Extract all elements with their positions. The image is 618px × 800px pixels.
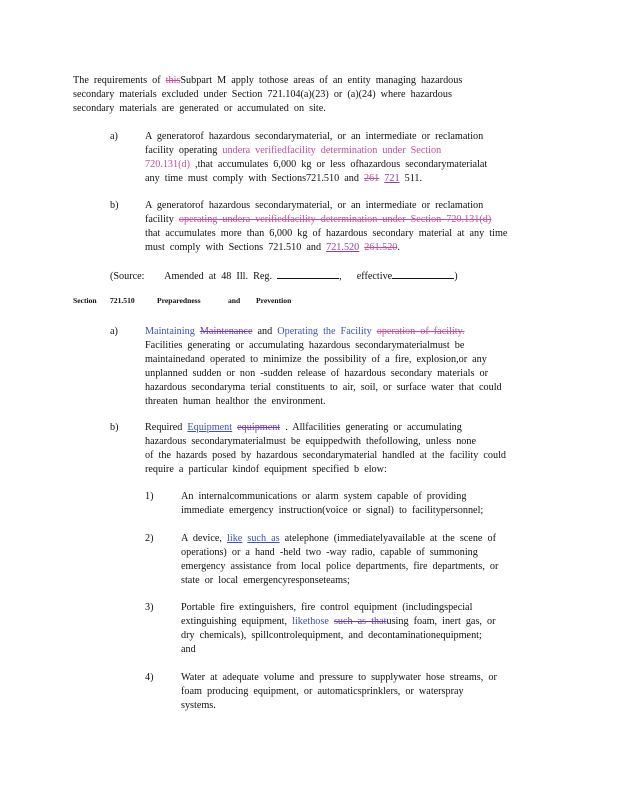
inserted-text: Operating the Facility [277,326,372,337]
item-b-label: b) [110,200,119,211]
sub-3-label: 3) [145,602,154,613]
inserted-text: such as [247,533,280,544]
sub-3-text: Portable fire extinguishers, fire control equipment (includingspecial extinguishing equipment, likethose such as thatusing foam, inert gas, or dry chemicals), spillcontrolequipment, and decontaminationequipment; and [181,602,496,655]
inserted-text: 721.520 [326,242,360,253]
para-a-label: a) [110,326,118,337]
inserted-text: Maintaining [145,326,195,337]
inserted-text: Equipment [187,422,233,433]
deleted-text: such as that [333,616,387,627]
section-title-1: Preparedness [157,296,201,305]
intro-line-3: secondary materials are generated or accumulated on site. [73,103,326,114]
deleted-text: operating undera verifiedfacility determination under Section 720.131(d) [178,214,492,225]
inserted-text: like [227,533,243,544]
para-b-text: Required Equipment equipment . Allfacilities generating or accumulating hazardous secondarymaterialmust be equippedwith thefollowing, unless none of the hazards posed by hazardous secondarymaterial handled at the facility could require a particular kindof equipment specified b elow: [145,422,507,475]
inserted-text: likethose [292,616,329,627]
sub-1-text: An internalcommunications or alarm system capable of providing immediate emergency instruction(voice or signal) to facilitypersonnel; [181,491,484,516]
deleted-text: 261 [363,173,380,184]
section-title-2: and [228,296,241,305]
section-label: Section [73,296,97,305]
para-a-text: Maintaining Maintenance and Operating the Facility operation of facility. Facilities generating or accumulating hazardous secondarymaterialmust be maintainedand operated to minimize the possibility of a fire, explosion,or any unplanned sudden or non -sudden release of hazardous secondary materials or hazardous secondaryma terial constituents to air, soil, or surface water that could threaten human healthor the environment. [145,326,502,407]
item-b-text: A generatorof hazardous secondarymaterial, or an intermediate or reclamation facility operating undera verifiedfacility determination under Section 720.131(d) that accumulates more than 6,000 kg of hazardous secondary material at any time must comply with Sections 721.510 and 721.520 261.520. [145,200,508,253]
inserted-text: undera verifiedfacility determination under Section [222,145,442,156]
deleted-text: equipment [237,422,281,433]
intro-paragraph [73,74,462,116]
inserted-text: 721 [384,173,400,184]
sub-2-label: 2) [145,533,154,544]
section-number: 721.510 [110,296,135,305]
source-note: (Source: Amended at 48 Ill. Reg. , effective ) [110,268,458,284]
sub-4-label: 4) [145,672,154,683]
effective-blank [392,268,454,279]
intro-line-2: secondary materials excluded under Section 721.104(a)(23) or (a)(24) where hazardous [73,89,452,100]
deleted-text: operation of facility [376,326,462,337]
section-title-3: Prevention [256,296,292,305]
deleted-text: 261.520 [364,242,398,253]
intro-line-1: The requirements of thisSubpart M apply tothose areas of an entity managing hazardous [73,75,463,86]
sub-4-text: Water at adequate volume and pressure to supplywater hose streams, or foam producing equipment, or automaticsprinklers, or waterspray systems. [181,672,497,711]
item-a-label: a) [110,131,118,142]
sub-1-label: 1) [145,491,154,502]
sub-2-text: A device, like such as atelephone (immediatelyavailable at the scene of operations) or a hand -held two -way radio, capable of summoning emergency assistance from local police departments, fire departments, or state or local emergencyresponseteams; [181,533,499,586]
deleted-text: Maintenance [199,326,253,337]
item-a-text: A generatorof hazardous secondarymaterial, or an intermediate or reclamation facility operating undera verifiedfacility determination under Section 720.131(d) ,that accumulates 6,000 kg or less ofhazardous secondarymaterialat any time must comply with Sections721.510 and 261 721 511. [145,131,488,184]
inserted-text: 720.131(d) [145,159,190,170]
reg-blank [277,268,339,279]
deleted-text: this [165,75,181,86]
para-b-label: b) [110,422,119,433]
